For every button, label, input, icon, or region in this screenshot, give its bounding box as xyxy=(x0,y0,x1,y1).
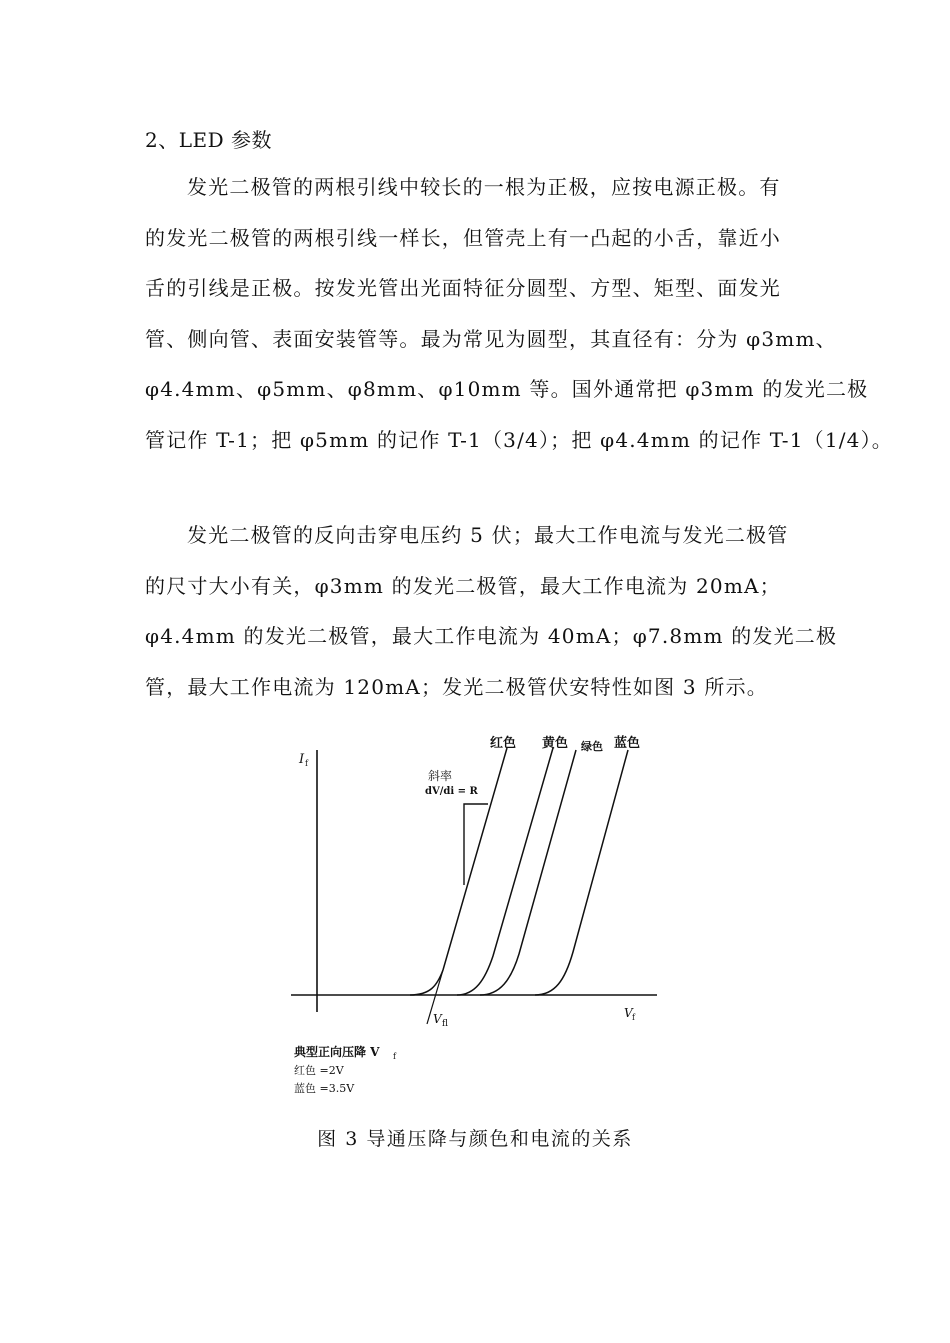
legend-line-red: 红色 =2V xyxy=(294,1064,344,1077)
threshold-label-subscript: fl xyxy=(442,1019,449,1029)
iv-characteristic-figure xyxy=(285,730,665,1110)
paragraph-line: 的发光二极管的两根引线一样长，但管壳上有一凸起的小舌，靠近小 xyxy=(145,225,781,250)
section-heading: 2、LED 参数 xyxy=(145,128,272,152)
slope-formula: dV/di = R xyxy=(425,786,478,797)
y-axis-label-subscript: f xyxy=(305,759,308,768)
legend-title: 典型正向压降 V xyxy=(294,1045,380,1059)
curve-label-yellow: 黄色 xyxy=(542,736,569,751)
slope-triangle xyxy=(464,804,488,885)
blue-curve xyxy=(535,750,628,995)
paragraph-line: 的尺寸大小有关，φ3mm 的发光二极管，最大工作电流为 20mA； xyxy=(145,573,781,598)
slope-label: 斜率 xyxy=(428,769,453,783)
iv-curve-diagram xyxy=(285,730,665,1110)
threshold-label: V xyxy=(433,1012,442,1026)
green-curve xyxy=(480,750,576,995)
paragraph-line: φ4.4mm 的发光二极管，最大工作电流为 40mA；φ7.8mm 的发光二极 xyxy=(145,624,838,648)
legend-line-blue: 蓝色 =3.5V xyxy=(294,1082,355,1095)
curve-label-red: 红色 xyxy=(490,736,517,751)
x-axis-label-subscript: f xyxy=(632,1013,635,1022)
paragraph-line: 管记作 T-1；把 φ5mm 的记作 T-1（3/4）；把 φ4.4mm 的记作 T-1（1/4）。 xyxy=(145,427,894,452)
x-axis-label: V xyxy=(624,1006,633,1020)
paragraph-line: 发光二极管的反向击穿电压约 5 伏；最大工作电流与发光二极管 xyxy=(187,523,789,547)
figure-caption: 图 3 导通压降与颜色和电流的关系 xyxy=(317,1128,633,1150)
curve-label-blue: 蓝色 xyxy=(614,736,641,751)
paragraph-line: 舌的引线是正极。按发光管出光面特征分圆型、方型、矩型、面发光 xyxy=(145,276,781,300)
paragraph-line: 管，最大工作电流为 120mA；发光二极管伏安特性如图 3 所示。 xyxy=(145,674,768,699)
paragraph-led-shapes xyxy=(145,162,894,465)
paragraph-line: 管、侧向管、表面安装管等。最为常见为圆型，其直径有：分为 φ3mm、 xyxy=(145,326,837,351)
legend-title-subscript: f xyxy=(393,1052,396,1061)
paragraph-led-current xyxy=(145,510,838,712)
y-axis-label: I xyxy=(299,752,305,767)
paragraph-line: φ4.4mm、φ5mm、φ8mm、φ10mm 等。国外通常把 φ3mm 的发光二极 xyxy=(145,377,869,401)
paragraph-line: 发光二极管的两根引线中较长的一根为正极，应按电源正极。有 xyxy=(187,175,781,199)
curve-label-green: 绿色 xyxy=(581,740,603,753)
